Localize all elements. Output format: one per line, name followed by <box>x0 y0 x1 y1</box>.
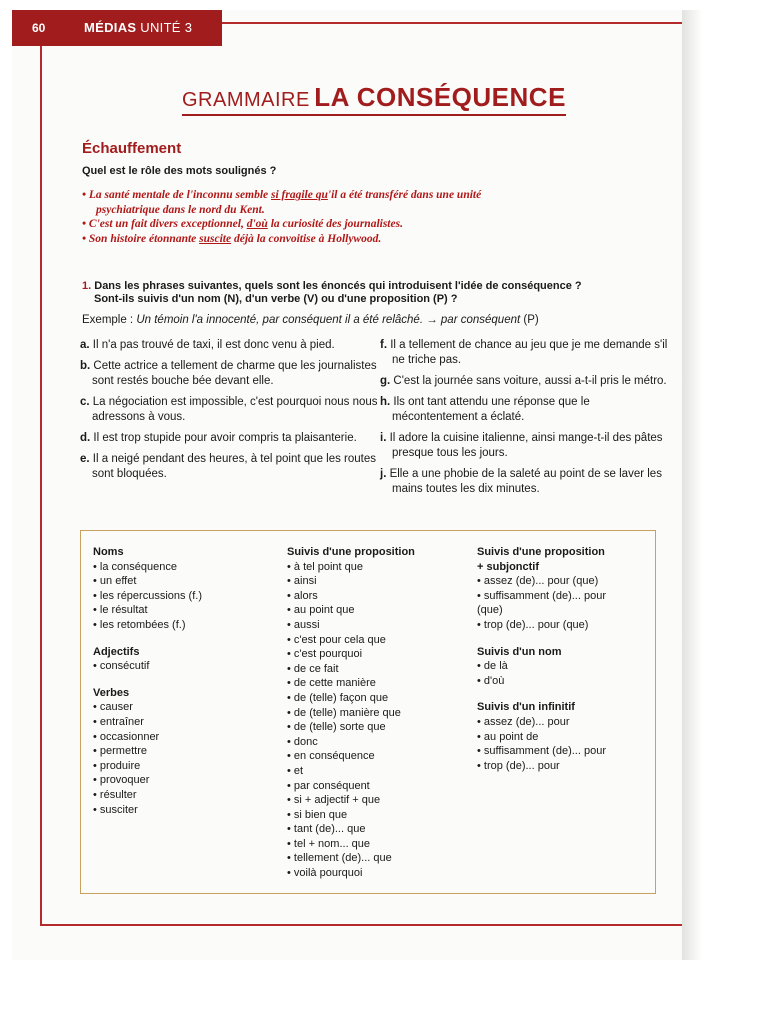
top-rule <box>222 22 682 24</box>
vocab-item: • produire <box>93 759 141 772</box>
vocab-item: • trop (de)... pour (que) <box>477 618 589 631</box>
warmup-title: Échauffement <box>82 140 182 157</box>
vocab-item: • si + adjectif + que <box>287 794 381 807</box>
warmup-bullets <box>82 188 642 246</box>
vocab-heading: Verbes <box>93 686 130 699</box>
vocab-item: • tellement (de)... que <box>287 852 392 865</box>
vocab-item: • le résultat <box>93 604 148 617</box>
vocab-item: (que) <box>477 604 503 617</box>
vocab-item: • si bien que <box>287 808 348 821</box>
vocab-item: • c'est pour cela que <box>287 633 386 646</box>
bullet-text: 'il a été transféré dans une unité <box>327 189 482 201</box>
item-letter: c. <box>80 396 90 408</box>
vocab-column-subjunctive <box>477 545 652 773</box>
item-text: Il a tellement de chance au jeu que je me demande s'il ne triche pas. <box>387 339 668 366</box>
vocab-item: • ainsi <box>287 575 317 588</box>
exercise-item <box>380 395 670 425</box>
vocabulary-box <box>80 530 656 894</box>
item-letter: h. <box>380 396 391 408</box>
vocab-item: • donc <box>287 735 318 748</box>
vocab-item: • entraîner <box>93 715 144 728</box>
bottom-rule <box>40 924 682 926</box>
vocab-item: • de (telle) façon que <box>287 691 389 704</box>
warmup-bullet <box>82 217 642 232</box>
page-number: 60 <box>32 21 46 35</box>
underlined-word: d'où <box>246 218 268 230</box>
item-letter: f. <box>380 339 388 351</box>
vocab-item: • occasionner <box>93 730 160 743</box>
group-spacer <box>477 688 652 700</box>
bullet-text: La santé mentale de l'inconnu semble <box>88 189 271 201</box>
vocab-item: • voilà pourquoi <box>287 867 363 880</box>
vocab-item: • c'est pourquoi <box>287 648 363 661</box>
vocab-heading: Suivis d'un infinitif <box>477 701 575 714</box>
exercise-items-left <box>80 338 380 488</box>
vocab-item: • assez (de)... pour <box>477 715 570 728</box>
vocab-item: • en conséquence <box>287 750 375 763</box>
vocab-heading: Suivis d'une proposition <box>287 546 415 558</box>
item-text: Il n'a pas trouvé de taxi, il est donc venu à pied. <box>89 339 335 351</box>
vocab-item: • les retombées (f.) <box>93 618 186 631</box>
bullet-marker: • <box>82 232 89 245</box>
item-text: Cette actrice a tellement de charme que les journalistes sont restés bouche bée devant elle. <box>90 360 377 387</box>
group-spacer <box>477 633 652 645</box>
item-letter: j. <box>380 468 387 480</box>
item-letter: i. <box>380 432 387 444</box>
unit-label: UNITÉ 3 <box>140 20 193 35</box>
example-answer: par conséquent <box>440 314 521 326</box>
exercise-example <box>82 314 539 326</box>
item-text: Il adore la cuisine italienne, ainsi mange-t-il des pâtes presque tous les jours. <box>386 432 663 459</box>
vocab-heading: Suivis d'un nom <box>477 645 562 658</box>
title-main: LA CONSÉQUENCE <box>314 82 566 112</box>
vocab-heading: Suivis d'une proposition <box>477 546 605 558</box>
vocab-item: • de cette manière <box>287 677 376 690</box>
vocab-subheading: + subjonctif <box>477 560 540 573</box>
section-title <box>84 20 192 35</box>
vocab-item: • de ce fait <box>287 662 339 675</box>
exercise-question <box>82 280 582 306</box>
vocab-column-propositions <box>287 545 467 881</box>
exercise-items-right <box>380 338 670 503</box>
bullet-marker: • <box>82 218 89 230</box>
exercise-item <box>380 431 670 461</box>
group-spacer <box>93 674 273 686</box>
header-bar <box>12 10 222 46</box>
exercise-item <box>380 374 670 389</box>
vocab-item: • la conséquence <box>93 560 177 573</box>
vocab-item: • susciter <box>93 803 138 816</box>
exercise-number: 1. <box>82 280 92 292</box>
exercise-item <box>80 452 380 482</box>
item-text: C'est la journée sans voiture, aussi a-t-il pris le métro. <box>390 375 667 387</box>
exercise-item <box>80 395 380 425</box>
item-letter: d. <box>80 432 91 444</box>
exercise-line-1: Dans les phrases suivantes, quels sont les énoncés qui introduisent l'idée de conséquence ? <box>94 280 582 292</box>
vocab-item: • assez (de)... pour (que) <box>477 575 599 588</box>
page-title <box>182 82 566 116</box>
item-letter: a. <box>80 339 90 351</box>
exercise-item <box>380 338 670 368</box>
vocab-item: • suffisamment (de)... pour <box>477 745 606 758</box>
title-prefix: GRAMMAIRE <box>182 89 310 111</box>
warmup-bullet <box>82 232 642 247</box>
vocab-item: • résulter <box>93 788 137 801</box>
side-rule <box>40 46 42 926</box>
underlined-word: si fragile qu <box>271 189 328 201</box>
vocab-item: • à tel point que <box>287 560 364 573</box>
section-name: MÉDIAS <box>84 20 137 35</box>
exercise-item <box>80 338 380 353</box>
vocab-heading: Noms <box>93 546 124 558</box>
vocab-item: • de là <box>477 660 508 673</box>
vocab-item: • suffisamment (de)... pour <box>477 589 606 602</box>
item-text: Ils ont tant attendu une réponse que le mécontentement a éclaté. <box>390 396 590 423</box>
vocab-item: • de (telle) sorte que <box>287 721 386 734</box>
item-text: Elle a une phobie de la saleté au point de se laver les mains toutes les dix minutes. <box>386 468 662 495</box>
exercise-item <box>380 467 670 497</box>
example-arrow: → <box>423 314 441 326</box>
page-edge-shadow <box>682 10 702 960</box>
item-letter: g. <box>380 375 391 387</box>
warmup-question: Quel est le rôle des mots soulignés ? <box>82 165 277 177</box>
vocab-item: • au point de <box>477 730 539 743</box>
item-text: Il est trop stupide pour avoir compris ta plaisanterie. <box>90 432 357 444</box>
vocab-item: • provoquer <box>93 774 150 787</box>
vocab-column-nouns-verbs <box>93 545 273 817</box>
underlined-word: suscite <box>199 232 232 245</box>
example-label: Exemple : <box>82 314 137 326</box>
bullet-text: C'est un fait divers exceptionnel, <box>88 218 247 230</box>
vocab-item: • de (telle) manière que <box>287 706 401 719</box>
vocab-item: • trop (de)... pour <box>477 759 560 772</box>
vocab-item: • tant (de)... que <box>287 823 366 836</box>
vocab-item: • et <box>287 764 304 777</box>
vocab-item: • d'où <box>477 674 505 687</box>
item-text: La négociation est impossible, c'est pourquoi nous nous adressons à vous. <box>89 396 378 423</box>
vocab-item: • consécutif <box>93 660 150 673</box>
group-spacer <box>93 633 273 645</box>
textbook-page <box>12 10 682 960</box>
example-code: (P) <box>520 314 539 326</box>
exercise-item <box>80 359 380 389</box>
vocab-item: • causer <box>93 701 133 714</box>
vocab-item: • les répercussions (f.) <box>93 589 202 602</box>
item-text: Il a neigé pendant des heures, à tel point que les routes sont bloquées. <box>89 453 377 480</box>
vocab-item: • au point que <box>287 604 355 617</box>
item-letter: b. <box>80 360 91 372</box>
warmup-bullet-continued: psychiatrique dans le nord du Kent. <box>96 203 265 216</box>
exercise-item <box>80 431 380 446</box>
vocab-heading: Adjectifs <box>93 645 140 658</box>
bullet-text: déjà la convoitise à Hollywood. <box>231 232 382 245</box>
vocab-item: • tel + nom... que <box>287 837 371 850</box>
bullet-text: la curiosité des journalistes. <box>267 218 403 230</box>
vocab-item: • permettre <box>93 745 147 758</box>
warmup-bullet <box>82 188 642 203</box>
exercise-line-2: Sont-ils suivis d'un nom (N), d'un verbe (V) ou d'une proposition (P) ? <box>94 293 458 305</box>
item-letter: e. <box>80 453 90 465</box>
vocab-item: • aussi <box>287 618 320 631</box>
vocab-item: • par conséquent <box>287 779 370 792</box>
bullet-text: Son histoire étonnante <box>88 232 200 245</box>
vocab-item: • un effet <box>93 575 137 588</box>
vocab-item: • alors <box>287 589 318 602</box>
example-text: Un témoin l'a innocenté, par conséquent il a été relâché. <box>136 314 424 326</box>
bullet-marker: • <box>82 189 89 201</box>
